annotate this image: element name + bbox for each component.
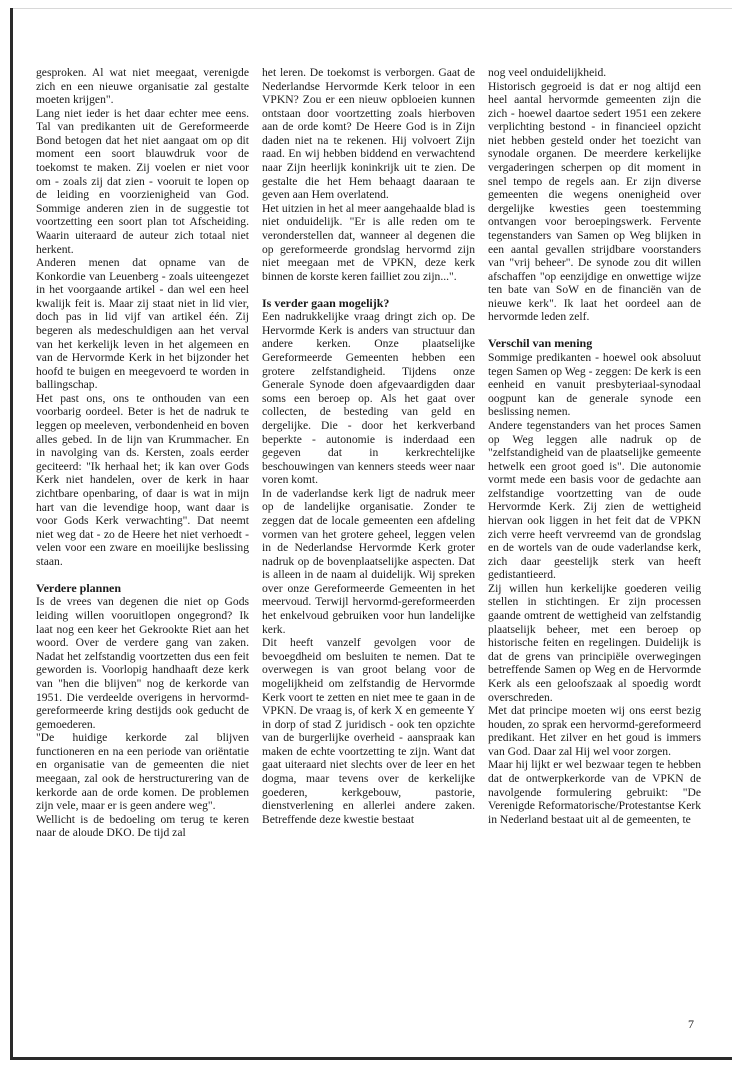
paragraph: Historisch gegroeid is dat er nog altijd een heel aantal hervormde gemeenten zijn die zich - hoewel daartoe sedert 1951 een zekere verplichting bestond - in financieel opzicht niet hebben gesteld onder het toezicht van synodale organen. De meerdere kerkelijke vergaderingen scherpen op dit moment in snel tempo de regels aan. Er zijn diverse gemeenten die wegens onenigheid over dergelijke kwesties geen toestemming ontvangen voor beroepingswerk. Fervente tegenstanders van Samen op Weg blijken in een aantal gevallen strijdbare voorstanders van "vrij beheer". De synode zou dit willen afschaffen "op eenzijdige en onwettige wijze ten bate van SoW en de financiën van de nieuwe kerk". Ik laat het oordeel aan de hervormde leden zelf. [488, 79, 701, 324]
text-column-3 [488, 66, 701, 826]
page-edge-left [10, 8, 13, 1060]
paragraph: Het uitzien in het al meer aangehaalde blad is niet onduidelijk. "Er is alle reden om te veronderstellen dat, wanneer al degenen die op gereformeerde grondslag hervormd zijn niet meegaan met de VPKN, deze kerk binnen de korste keren failliet zou zijn...". [262, 201, 475, 283]
paragraph: Is de vrees van degenen die niet op Gods leiding willen vooruitlopen ongegrond? Ik laat nog een keer het Gekrookte Riet aan het woord. Over de verdere gang van zaken. Nadat het zelfstandig voortzetten dus een feit geworden is. Voorlopig handhaaft deze kerk van "hen die blijven" nog de kerkorde van 1951. Die verdeelde overigens in hervormd-gereformeerde kring destijds ook geducht de gemoederen. [36, 595, 249, 731]
section-heading-verdere-plannen: Verdere plannen [36, 580, 122, 595]
paragraph: Andere tegenstanders van het proces Samen op Weg leggen alle nadruk op de "zelfstandigheid van de plaatselijke gemeente hetwelk een groot goed is". Die autonomie vormt mede een basis voor de gedachte aan zelfstandige voortzetting van de oude Hervormde Kerk. Zij zien de wettigheid hiervan ook liggen in het feit dat de VPKN zich verre heeft vervreemd van de grondslag en de wortels van de oude vaderlandse kerk, zich daar geestelijk sterk van heeft gedistantieerd. [488, 418, 701, 582]
paragraph: Maar hij lijkt er wel bezwaar tegen te hebben dat de ontwerpkerkorde van de VPKN de navolgende formulering gebruikt: "De Verenigde Reformatorische/Protestantse Kerk in Nederland bestaat uit al de gemeenten, te [488, 758, 701, 826]
paragraph: Het past ons, ons te onthouden van een voorbarig oordeel. Beter is het de nadruk te leggen op meeleven, verbondenheid en boven alles gebed. In de lijn van Krummacher. En in navolging van ds. Kersten, zoals eerder geciteerd: "Ik herhaal het; ik kan over Gods Kerk niet handelen, over de kerk in haar zichtbare openbaring, of daar is wat in mijn hart van die levendige hoop, want daar is voor Gods Kerk verwachting". Dat neemt niet weg dat - zo de Heere het niet verhoedt - velen voor een zware en moeilijke beslissing staan. [36, 391, 249, 568]
paragraph: Lang niet ieder is het daar echter mee eens. Tal van predikanten uit de Gereformeerde Bond betogen dat het niet aangaat om op dit moment een soort blauwdruk voor de toekomst te maken. Zij voelen er niet voor om - zoals zij dat zien - vooruit te lopen op de leiding en voorzienigheid van God. Sommige anderen zien in de suggestie tot voortzetting een soort plan tot Afscheiding. Waarin uiteraard de auteur zich totaal niet herkent. [36, 106, 249, 256]
paragraph: nog veel onduidelijkheid. [488, 66, 607, 79]
paragraph: In de vaderlandse kerk ligt de nadruk meer op de landelijke organisatie. Zonder te zeggen dat de locale gemeenten een afdeling vormen van het grotere geheel, leggen velen in de Nederlandse Hervormde Kerk groter nadruk op de bovenplaatselijke aspecten. Dat is alleen in de naam al duidelijk. Wij spreken over onze Gereformeerde Gemeenten in het meervoud. Terwijl hervormd-gereformeerden het enkelvoud gebruiken voor hun landelijke kerk. [262, 486, 475, 636]
paragraph: Anderen menen dat opname van de Konkordie van Leuenberg - zoals uiteengezet in het voorgaande artikel - dan wel een heel kwalijk feit is. Maar zij staat niet in lid vier, doch pas in lid vijf van artikel één. Zij begeren als medeschuldigen aan het verval van het kerkelijk leven in het algemeen en van de Hervormde Kerk in het bijzonder het hoofd te buigen en meegevoerd te worden in ballingschap. [36, 256, 249, 392]
paragraph: het leren. De toekomst is verborgen. Gaat de Nederlandse Hervormde Kerk teloor in een VPKN? Zou er een nieuw opbloeien kunnen ontstaan door voortzetting zoals hierboven aan de orde komt? De Heere God is in Zijn daden niet na te rekenen. Hij volvoert Zijn raad. En wij hebben biddend en verwachtend naar Zijn heerlijk koninkrijk uit te zien. De gestalte die het Hem behaagt daaraan te geven aan Hem overlatend. [262, 66, 475, 202]
paragraph: Sommige predikanten - hoewel ook absoluut tegen Samen op Weg - zeggen: De kerk is een eenheid en vanuit presbyteriaal-synodaal oogpunt kan de generale synode een beslissing nemen. [488, 351, 701, 419]
page-edge-top [10, 8, 732, 9]
page-edge-bottom [10, 1057, 732, 1060]
paragraph: Met dat principe moeten wij ons eerst bezig houden, zo sprak een hervormd-gereformeerd predikant. Het zilver en het goud is immers van God. Daar zal Hij wel voor zorgen. [488, 704, 701, 758]
section-heading-is-verder-gaan-mogelijk: Is verder gaan mogelijk? [262, 295, 390, 310]
paragraph: Dit heeft vanzelf gevolgen voor de bevoegdheid om besluiten te nemen. Dat te overwegen is van groot belang voor de mogelijkheid om zelfstandig de Hervormde Kerk voort te zetten en niet mee te gaan in de VPKN. De vraag is, of kerk X en gemeente Y in dorp of stad Z juridisch - ook ten opzichte van de burgerlijke overheid - aanspraak kan maken de echte voortzetting te zijn. Want dat gaat uiteraard niet slechts over de leer en het dogma, maar tevens over de kerkelijke goederen, kerkgebouw, pastorie, dienstverlening en allerlei andere zaken. Betreffende deze kwestie bestaat [262, 636, 475, 826]
page-number: 7 [688, 1017, 694, 1031]
paragraph: Zij willen hun kerkelijke goederen veilig stellen in stichtingen. Er zijn processen gaande omtrent de wettigheid van zelfstandig plaatselijk beheer, met een beroep op historische feiten en regelingen. Duidelijk is dat de grens van principiële overwegingen betreffende Samen op Weg en de Hervormde Kerk als een geloofszaak al spoedig wordt overschreden. [488, 581, 701, 704]
text-column-2 [262, 66, 475, 826]
paragraph: "De huidige kerkorde zal blijven functioneren en na een periode van oriëntatie en organisatie van de gemeenten die niet meegaan, zal ook de herstructurering van de kerkorde aan de orde komen. De problemen zijn vele, maar er is geen andere weg". [36, 731, 249, 813]
paragraph: Wellicht is de bedoeling om terug te keren naar de aloude DKO. De tijd zal [36, 812, 249, 840]
paragraph: Een nadrukkelijke vraag dringt zich op. De Hervormde Kerk is anders van structuur dan andere kerken. Onze plaatselijke Gereformeerde Gemeenten hebben een grotere zelfstandigheid. Tijdens onze Generale Synode doen afgevaardigden daar soms een beroep op. Als het gaat over collecten, de besteding van geld en dergelijke. Die - door het kerkverband beperkte - autonomie is inderdaad een gegeven dat in kerkrechtelijke beschouwingen van kenners steeds weer naar voren komt. [262, 310, 475, 487]
text-column-1 [36, 66, 249, 840]
paragraph: gesproken. Al wat niet meegaat, verenigde zich en een nieuwe organisatie zal gestalte moeten krijgen". [36, 66, 249, 107]
section-heading-verschil-van-mening: Verschil van mening [488, 336, 593, 351]
